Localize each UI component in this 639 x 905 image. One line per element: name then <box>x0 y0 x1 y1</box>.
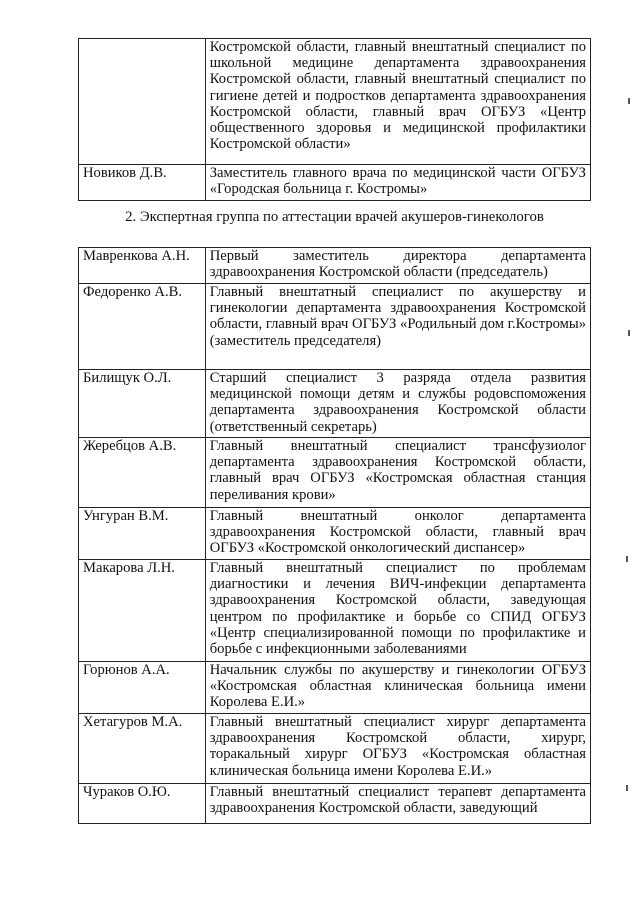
member-description: Костромской области, главный внештатный специалист по школьной медицине департамента здравоохранения Костромской области, главный внештатный специалист по гигиене детей и подростков департамента здравоохранения Костромской области, главный врач ОГБУЗ «Центр общественного здоровья и медицинской профилактики Костромской области» <box>205 39 590 165</box>
member-name <box>79 39 206 165</box>
member-description: Главный внештатный онколог департамента здравоохранения Костромской области, главный врач ОГБУЗ «Костромской онкологический диспансер» <box>205 508 590 560</box>
commission-table-continued <box>78 38 591 201</box>
section-heading: 2. Экспертная группа по аттестации врачей акушеров-гинекологов <box>125 209 544 225</box>
member-name: Федоренко А.В. <box>79 284 206 370</box>
member-name: Жеребцов А.В. <box>79 438 206 508</box>
table-row <box>79 784 591 824</box>
member-name: Билищук О.Л. <box>79 370 206 438</box>
table-row <box>79 438 591 508</box>
scan-speck <box>628 98 630 104</box>
scan-speck <box>628 330 630 336</box>
member-description: Главный внештатный специалист трансфузиолог департамента здравоохранения Костромской области, главный врач ОГБУЗ «Костромская областная станция переливания крови» <box>205 438 590 508</box>
expert-group-table <box>78 247 591 824</box>
member-name: Чураков О.Ю. <box>79 784 206 824</box>
scan-speck <box>626 785 628 791</box>
table-row <box>79 508 591 560</box>
member-description: Главный внештатный специалист по акушерству и гинекологии департамента здравоохранения Костромской области, главный врач ОГБУЗ «Родильный дом г.Костромы» (заместитель председателя) <box>205 284 590 370</box>
member-description: Старший специалист 3 разряда отдела развития медицинской помощи детям и службы родовспоможения департамента здравоохранения Костромской области (ответственный секретарь) <box>205 370 590 438</box>
table-row <box>79 560 591 662</box>
table-row <box>79 284 591 370</box>
member-description: Заместитель главного врача по медицинской части ОГБУЗ «Городская больница г. Костромы» <box>205 165 590 201</box>
member-name: Новиков Д.В. <box>79 165 206 201</box>
member-name: Мавренкова А.Н. <box>79 248 206 284</box>
table-row <box>79 39 591 165</box>
member-description: Главный внештатный специалист хирург департамента здравоохранения Костромской области, хирург, торакальный хирург ОГБУЗ «Костромская областная клиническая больница имени Королева Е.И.» <box>205 714 590 784</box>
member-name: Хетагуров М.А. <box>79 714 206 784</box>
table-row <box>79 662 591 714</box>
member-description: Главный внештатный специалист терапевт департамента здравоохранения Костромской области, заведующий <box>205 784 590 824</box>
table-row <box>79 248 591 284</box>
table-row <box>79 370 591 438</box>
table-row <box>79 165 591 201</box>
member-name: Горюнов А.А. <box>79 662 206 714</box>
member-description: Главный внештатный специалист по проблемам диагностики и лечения ВИЧ-инфекции департамента здравоохранения Костромской области, заведующая центром по профилактике и борьбе со СПИД ОГБУЗ «Центр специализированной помощи по профилактике и борьбе с инфекционными заболеваниями <box>205 560 590 662</box>
table-row <box>79 714 591 784</box>
member-name: Макарова Л.Н. <box>79 560 206 662</box>
member-name: Унгуран В.М. <box>79 508 206 560</box>
scan-speck <box>626 556 628 562</box>
member-description: Первый заместитель директора департамента здравоохранения Костромской области (председатель) <box>205 248 590 284</box>
member-description: Начальник службы по акушерству и гинекологии ОГБУЗ «Костромская областная клиническая больница имени Королева Е.И.» <box>205 662 590 714</box>
